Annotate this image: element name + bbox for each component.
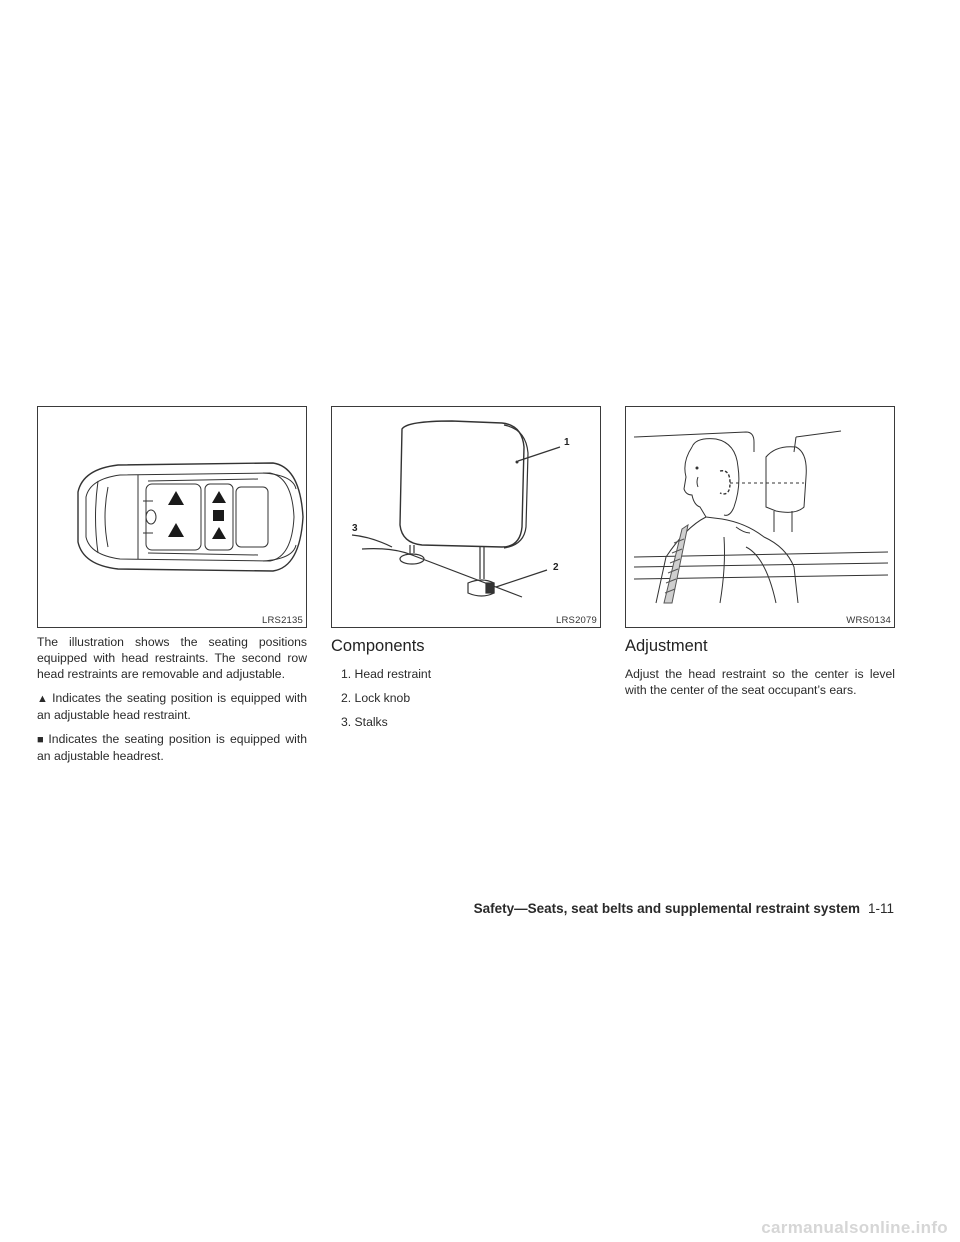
figure-code: WRS0134 — [846, 615, 891, 626]
occupant-adjustment-illustration — [626, 407, 894, 627]
triangle-marker-rear-right — [212, 491, 226, 503]
column-adjustment — [625, 634, 895, 706]
figure-code: LRS2079 — [555, 615, 597, 626]
list-item: 3. Stalks — [341, 715, 388, 729]
head-restraint-illustration — [332, 407, 600, 627]
triangle-legend-text: Indicates the seating position is equipped with an adjustable head restraint. — [37, 691, 308, 722]
figure-seating-positions — [37, 406, 307, 628]
square-legend — [37, 731, 307, 764]
column-seating-positions — [37, 634, 307, 772]
triangle-marker-front-left — [168, 523, 184, 537]
square-marker-rear-center — [213, 510, 224, 521]
triangle-marker-front-right — [168, 491, 184, 505]
adjustment-heading: Adjustment — [625, 637, 708, 655]
list-item: 1. Head restraint — [341, 667, 432, 681]
watermark: carmanualsonline.info — [761, 1218, 948, 1237]
square-icon: ■ — [37, 734, 46, 746]
figure-head-restraint-adjustment — [625, 406, 895, 628]
callout-3: 3 — [352, 523, 358, 534]
column-components — [331, 634, 601, 738]
intro-paragraph: The illustration shows the seating positions equipped with head restraints. The second row head restraints are removable and adjustable. — [37, 635, 307, 681]
page-number: 1-11 — [867, 901, 894, 916]
triangle-icon: ▲ — [37, 693, 50, 705]
callout-2: 2 — [553, 562, 559, 573]
components-heading: Components — [331, 637, 425, 655]
page-footer — [474, 901, 894, 916]
section-title: Safety—Seats, seat belts and supplemental restraint system — [473, 901, 860, 916]
triangle-marker-rear-left — [212, 527, 226, 539]
figure-head-restraint-components — [331, 406, 601, 628]
components-list — [331, 666, 601, 730]
car-top-view-illustration — [38, 407, 306, 627]
triangle-legend — [37, 690, 307, 723]
figure-code: LRS2135 — [261, 615, 303, 626]
square-legend-text: Indicates the seating position is equipped with an adjustable headrest. — [37, 732, 307, 763]
callout-1: 1 — [564, 437, 570, 448]
adjustment-paragraph: Adjust the head restraint so the center is level with the center of the seat occupant’s ears. — [625, 667, 895, 697]
list-item: 2. Lock knob — [341, 691, 411, 705]
